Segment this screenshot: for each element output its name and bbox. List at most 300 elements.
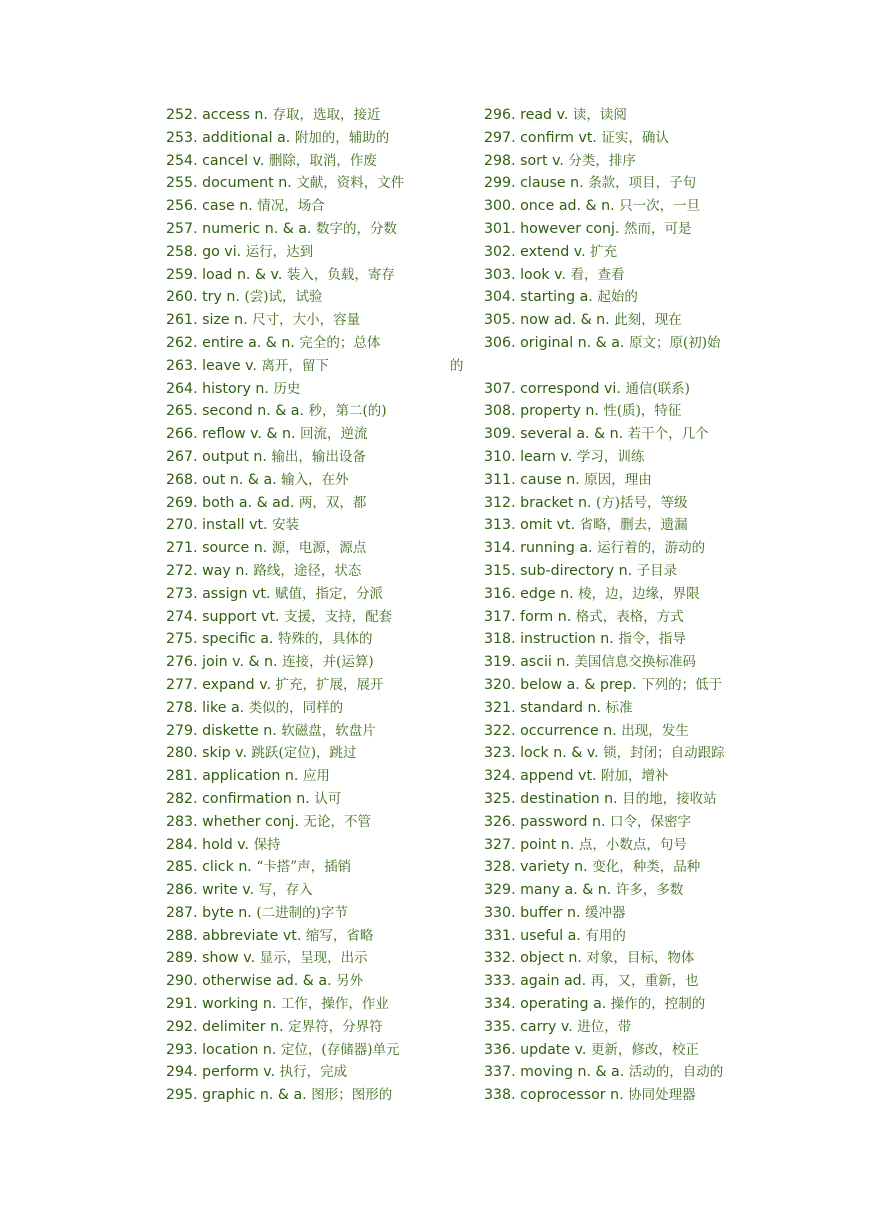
entry-number: 291. [166,996,198,1013]
entry-gloss: 对象，目标，物体 [586,950,695,967]
vocab-entry [484,811,784,834]
entry-gloss: 输出，输出设备 [271,448,366,465]
entry-gloss: 操作的，控制的 [610,996,706,1013]
entry-gloss: 此刻，现在 [614,312,682,329]
entry-gloss: 只一次，一旦 [619,198,701,215]
entry-word: specific a. [202,631,274,648]
entry-number: 281. [166,768,198,785]
entry-gloss: 原因，理由 [584,471,652,488]
vocab-entry [166,628,466,651]
entry-number: 295. [166,1087,198,1104]
entry-word: sort v. [520,152,564,169]
wrapped-gloss-fragment: 的 [450,358,464,374]
entry-word: password n. [520,813,606,830]
entry-gloss: 工作，操作，作业 [280,996,389,1013]
entry-gloss: 应用 [302,768,330,785]
entry-gloss: 活动的，自动的 [628,1064,724,1081]
vocab-entry [484,400,784,423]
entry-gloss: 性(质)，特征 [603,403,682,420]
entry-number: 258. [166,243,198,260]
entry-word: way n. [202,562,249,579]
entry-gloss: 棱，边，边缘，界限 [578,585,700,602]
vocab-entry [166,1039,466,1062]
entry-word: now ad. & n. [520,312,610,329]
entry-word: numeric n. & a. [202,220,312,237]
vocab-entry [166,811,466,834]
entry-gloss: 格式，表格，方式 [575,608,684,625]
entry-gloss: 软磁盘，软盘片 [281,722,376,739]
vocab-entry [166,309,466,332]
entry-word: document n. [202,175,292,192]
vocab-entry [484,674,784,697]
vocab-entry [484,697,784,720]
entry-word: point n. [520,836,575,853]
entry-word: install vt. [202,517,268,534]
entry-gloss: 看，查看 [570,266,625,283]
entry-word: case n. [202,198,253,215]
vocab-entry [484,902,784,925]
vocab-entry [484,628,784,651]
entry-number: 311. [484,471,516,488]
entry-number: 255. [166,175,198,192]
entry-word: reflow v. & n. [202,426,296,443]
entry-word: omit vt. [520,517,576,534]
entry-word: several a. & n. [520,426,624,443]
vocab-entry [166,127,466,150]
vocab-entry [166,400,466,423]
entry-number: 272. [166,562,198,579]
entry-gloss: 有用的 [585,927,626,944]
entry-number: 335. [484,1018,516,1035]
vocab-entry [484,834,784,857]
vocab-entry [166,720,466,743]
entry-gloss: 路线，途径，状态 [253,562,362,579]
entry-word: occurrence n. [520,722,617,739]
entry-word: extend v. [520,243,586,260]
entry-number: 333. [484,973,516,990]
vocab-entry [166,674,466,697]
entry-gloss: 存取，选取，接近 [272,107,381,123]
vocab-entry [484,378,784,401]
entry-gloss: 赋值，指定，分派 [275,585,384,602]
vocab-entry [166,902,466,925]
entry-number: 268. [166,471,198,488]
entry-word: join v. & n. [202,654,278,671]
entry-gloss: (尝)试，试验 [244,289,323,306]
entry-number: 286. [166,882,198,899]
entry-word: append vt. [520,768,597,785]
entry-word: once ad. & n. [520,198,615,215]
entry-word: look v. [520,266,566,283]
entry-gloss: 许多，多数 [615,882,684,899]
vocab-entry [484,720,784,743]
entry-gloss: 情况，场合 [257,198,325,215]
vocab-entry [484,651,784,674]
entry-gloss: 数字的，分数 [316,220,398,237]
entry-gloss: 无论，不管 [303,813,371,830]
entry-gloss: 缩写，省略 [305,927,374,944]
entry-number: 305. [484,312,516,329]
vocab-entry [166,697,466,720]
entry-word: like a. [202,699,245,716]
vocab-entry [166,423,466,446]
vocab-entry [166,742,466,765]
entry-number: 334. [484,996,516,1013]
entry-number: 331. [484,927,516,944]
entry-gloss: 两，双，都 [298,494,367,511]
entry-gloss: 分类，排序 [568,152,636,169]
vocab-entry [484,492,784,515]
vocab-column-left [166,104,466,1107]
vocab-entry [166,947,466,970]
entry-word: size n. [202,312,248,329]
entry-gloss: 省略，删去，遗漏 [579,517,688,534]
entry-word: below a. & prep. [520,676,637,693]
entry-word: moving n. & a. [520,1064,625,1081]
entry-word: lock n. & v. [520,745,599,762]
entry-number: 284. [166,836,198,853]
entry-number: 304. [484,289,516,306]
entry-gloss: 写，存入 [258,882,313,899]
entry-word: read v. [520,107,569,123]
entry-number: 296. [484,107,516,123]
entry-gloss: 条款，项目，子句 [588,175,697,192]
entry-gloss: 文献，资料，文件 [296,175,405,192]
entry-word: show v. [202,950,256,967]
entry-gloss: 输入，在外 [281,471,349,488]
entry-word: location n. [202,1041,277,1058]
vocab-entry [166,651,466,674]
entry-number: 288. [166,927,198,944]
entry-gloss: 执行，完成 [279,1064,348,1081]
entry-number: 293. [166,1041,198,1058]
entry-word: source n. [202,540,268,557]
entry-number: 282. [166,790,198,807]
entry-number: 301. [484,220,516,237]
vocab-entry [484,286,784,309]
entry-gloss: 起始的 [597,289,638,306]
entry-gloss: 认可 [314,790,342,807]
entry-number: 253. [166,129,198,146]
entry-number: 326. [484,813,516,830]
vocab-entry [166,378,466,401]
entry-word: additional a. [202,129,291,146]
entry-number: 287. [166,904,198,921]
entry-number: 307. [484,380,516,397]
vocab-entry [484,765,784,788]
vocab-entry [484,537,784,560]
entry-number: 283. [166,813,198,830]
entry-word: again ad. [520,973,587,990]
entry-gloss: 完全的；总体 [299,334,381,351]
entry-word: property n. [520,403,599,420]
entry-number: 308. [484,403,516,420]
vocab-entry [166,970,466,993]
entry-gloss: 显示，呈现，出示 [259,950,368,967]
vocab-entry [166,446,466,469]
entry-word: destination n. [520,790,618,807]
entry-number: 316. [484,585,516,602]
vocab-entry [484,150,784,173]
entry-word: buffer n. [520,904,581,921]
vocab-entry [484,264,784,287]
entry-number: 337. [484,1064,516,1081]
entry-number: 259. [166,266,198,283]
entry-number: 266. [166,426,198,443]
entry-number: 320. [484,676,516,693]
vocab-entry [484,241,784,264]
entry-gloss: 扩充 [590,243,618,260]
entry-number: 329. [484,882,516,899]
entry-word: carry v. [520,1018,573,1035]
entry-word: working n. [202,996,277,1013]
entry-number: 303. [484,266,516,283]
vocab-entry [166,150,466,173]
vocab-entry [484,127,784,150]
entry-gloss: 通信(联系) [625,380,690,397]
entry-gloss: 下列的；低于 [641,676,723,693]
entry-word: running a. [520,540,593,557]
entry-number: 263. [166,357,198,374]
vocab-entry [166,879,466,902]
entry-word: otherwise ad. & a. [202,973,332,990]
entry-gloss: 扩充，扩展，展开 [275,676,384,693]
vocab-entry [484,947,784,970]
entry-number: 264. [166,380,198,397]
vocab-entry [166,195,466,218]
entry-number: 323. [484,745,516,762]
entry-gloss: 点，小数点，句号 [578,836,687,853]
vocab-entry [166,172,466,195]
entry-number: 289. [166,950,198,967]
vocab-entry [484,309,784,332]
entry-gloss: 图形；图形的 [311,1087,393,1104]
vocab-entry [166,993,466,1016]
entry-word: go vi. [202,243,242,260]
entry-gloss: 口令，保密字 [610,813,691,830]
vocab-entry [166,606,466,629]
entry-number: 273. [166,585,198,602]
entry-gloss: 类似的，同样的 [248,699,344,716]
entry-number: 297. [484,129,516,146]
vocab-entry [484,218,784,241]
vocab-entry [484,970,784,993]
entry-number: 271. [166,540,198,557]
entry-gloss: (二进制的)字节 [256,904,348,921]
entry-gloss: 读，读阅 [572,107,627,123]
entry-number: 275. [166,631,198,648]
entry-number: 302. [484,243,516,260]
entry-gloss: 若干个，几个 [627,426,709,443]
entry-number: 332. [484,950,516,967]
entry-gloss: 另外 [336,973,364,990]
vocab-entry [166,104,466,127]
vocab-entry [484,560,784,583]
entry-number: 277. [166,676,198,693]
entry-gloss: 更新，修改，校正 [590,1041,699,1058]
entry-gloss: “卡搭”声，插销 [256,859,352,876]
entry-gloss: 定位，(存储器)单元 [280,1041,400,1058]
vocab-entry [166,1016,466,1039]
entry-gloss: 进位，带 [577,1018,632,1035]
entry-gloss: 协同处理器 [628,1087,696,1104]
vocab-entry [484,788,784,811]
entry-number: 294. [166,1064,198,1081]
entry-number: 336. [484,1041,516,1058]
vocab-entry [484,514,784,537]
entry-number: 257. [166,220,198,237]
entry-gloss: 安装 [272,517,300,534]
vocab-entry [166,286,466,309]
entry-word: assign vt. [202,585,271,602]
entry-number: 261. [166,312,198,329]
vocab-entry [484,423,784,446]
entry-word: entire a. & n. [202,334,295,351]
vocab-entry [484,104,784,127]
entry-word: confirm vt. [520,129,597,146]
entry-gloss: 运行，达到 [245,243,314,260]
entry-gloss: 离开，留下 [261,357,329,374]
entry-number: 279. [166,722,198,739]
entry-word: abbreviate vt. [202,927,302,944]
vocab-column-right [484,104,784,1107]
entry-gloss: 变化，种类，品种 [592,859,701,876]
entry-word: history n. [202,380,269,397]
entry-number: 327. [484,836,516,853]
entry-word: access n. [202,107,268,123]
entry-gloss: 出现，发生 [621,722,689,739]
entry-number: 321. [484,699,516,716]
entry-number: 262. [166,334,198,351]
vocab-entry [166,332,466,355]
vocab-entry [166,925,466,948]
entry-number: 315. [484,562,516,579]
entry-number: 254. [166,152,198,169]
vocab-entry [166,537,466,560]
vocab-entry [166,218,466,241]
entry-gloss: 定界符，分界符 [288,1018,383,1035]
entry-gloss: 跳跃(定位)，跳过 [251,745,357,762]
entry-word: coprocessor n. [520,1087,624,1104]
entry-number: 260. [166,289,198,306]
vocab-entry [484,879,784,902]
entry-gloss: 缓冲器 [584,904,626,921]
entry-number: 274. [166,608,198,625]
entry-number: 312. [484,494,516,511]
entry-word: edge n. [520,585,574,602]
entry-number: 298. [484,152,516,169]
entry-word: form n. [520,608,572,625]
vocab-entry [484,446,784,469]
entry-number: 280. [166,745,198,762]
entry-word: starting a. [520,289,593,306]
entry-number: 318. [484,631,516,648]
entry-gloss: 删除，取消，作废 [268,152,377,169]
entry-word: perform v. [202,1064,276,1081]
entry-number: 269. [166,494,198,511]
vocab-entry [166,1061,466,1084]
entry-gloss: 标准 [605,699,633,716]
entry-word: second n. & a. [202,403,305,420]
vocab-entry [166,492,466,515]
vocab-entry [484,1084,784,1107]
vocab-entry [166,583,466,606]
entry-word: whether conj. [202,813,299,830]
vocab-entry [484,1016,784,1039]
entry-word: both a. & ad. [202,494,295,511]
entry-word: instruction n. [520,631,614,648]
entry-gloss: 目的地，接收站 [622,790,717,807]
vocab-entry [484,195,784,218]
entry-number: 276. [166,654,198,671]
entry-word: original n. & a. [520,334,625,351]
entry-word: byte n. [202,904,252,921]
vocab-entry [166,856,466,879]
vocab-entry [166,765,466,788]
entry-number: 309. [484,426,516,443]
entry-word: write v. [202,882,255,899]
entry-number: 325. [484,790,516,807]
entry-gloss: 特殊的，具体的 [277,631,373,648]
entry-word: bracket n. [520,494,592,511]
entry-number: 338. [484,1087,516,1104]
entry-gloss: 尺寸，大小，容量 [252,312,361,329]
entry-gloss: 运行着的，游动的 [597,540,706,557]
entry-number: 324. [484,768,516,785]
entry-gloss: 指令，指导 [618,631,686,648]
entry-word: object n. [520,950,582,967]
entry-word: diskette n. [202,722,277,739]
vocab-entry [166,834,466,857]
entry-number: 265. [166,403,198,420]
vocab-entry [166,241,466,264]
entry-number: 317. [484,608,516,625]
entry-gloss: 美国信息交换标准码 [574,654,696,671]
vocab-entry [484,742,784,765]
vocab-entry [166,355,466,378]
entry-gloss: 学习，训练 [576,448,645,465]
entry-word: correspond vi. [520,380,621,397]
vocab-entry [484,172,784,195]
entry-number: 300. [484,198,516,215]
entry-number: 306. [484,334,516,351]
vocab-entry [166,788,466,811]
entry-gloss: 回流，逆流 [300,426,368,443]
entry-word: cancel v. [202,152,265,169]
entry-word: leave v. [202,357,257,374]
entry-word: sub-directory n. [520,562,633,579]
entry-word: load n. & v. [202,266,283,283]
entry-number: 292. [166,1018,198,1035]
entry-word: standard n. [520,699,602,716]
entry-number: 310. [484,448,516,465]
entry-word: expand v. [202,676,271,693]
entry-word: ascii n. [520,654,570,671]
entry-word: click n. [202,859,252,876]
entry-word: however conj. [520,220,620,237]
entry-number: 278. [166,699,198,716]
entry-number: 299. [484,175,516,192]
entry-gloss: 然而，可是 [624,220,692,237]
entry-word: confirmation n. [202,790,310,807]
entry-gloss: 保持 [253,836,281,853]
entry-gloss: 支援，支持，配套 [284,608,393,625]
entry-word: update v. [520,1041,587,1058]
vocab-entry [484,1061,784,1084]
vocab-entry [484,583,784,606]
entry-word: cause n. [520,471,580,488]
entry-gloss: 源，电源，源点 [271,540,367,557]
